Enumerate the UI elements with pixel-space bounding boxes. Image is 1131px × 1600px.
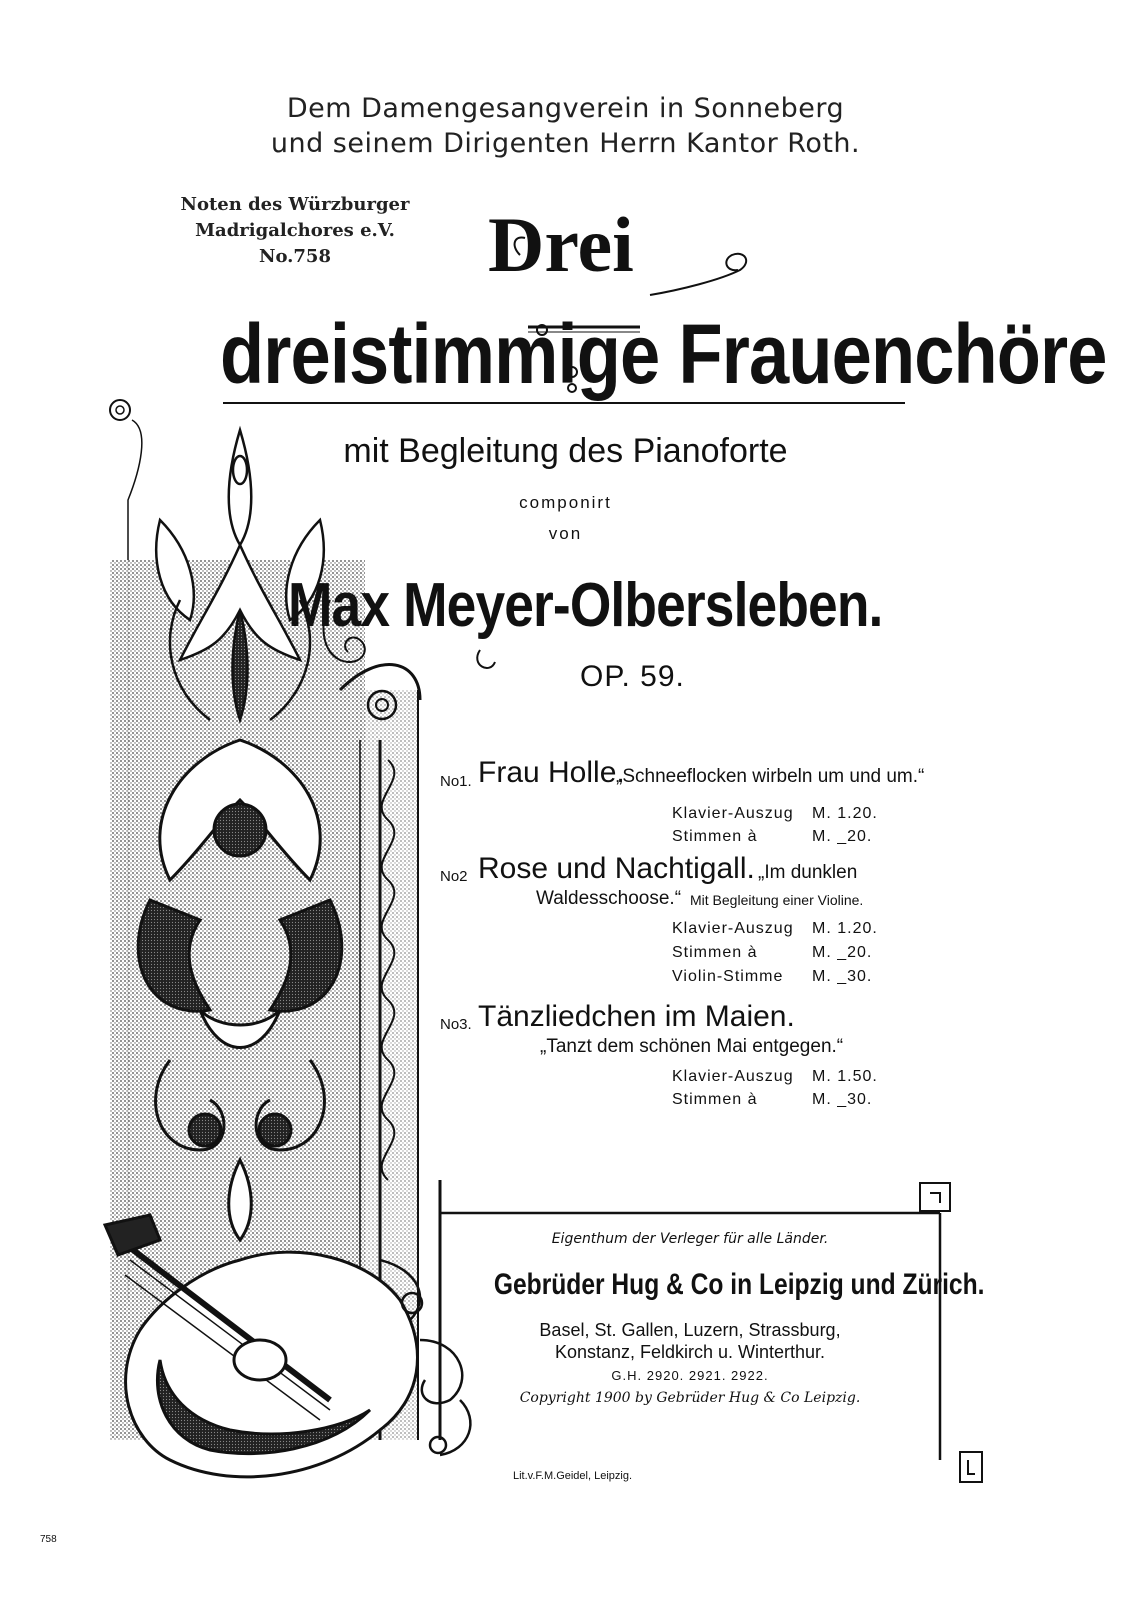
work-3-title: Tänzliedchen im Maien. [478, 1000, 795, 1033]
work-1-number: No1. [440, 773, 472, 790]
work-2-price-2-value: M. _20. [812, 944, 873, 961]
work-2-number: No2 [440, 868, 468, 885]
work-1-price-2-label: Stimmen à [672, 828, 758, 845]
work-1-price-1-value: M. 1.20. [812, 805, 878, 822]
page-number: 758 [40, 1534, 57, 1545]
work-3-price-2-value: M. _30. [812, 1091, 873, 1108]
work-1-title: Frau Holle. [478, 756, 625, 789]
work-3-number: No3. [440, 1016, 472, 1033]
stamp-line-1: Noten des Würzburger [180, 194, 410, 215]
dedication-line-2: und seinem Dirigenten Herrn Kantor Roth. [270, 128, 861, 159]
stamp-line-2: Madrigalchores e.V. [195, 220, 395, 241]
publisher-name [440, 1268, 985, 1302]
work-1-subtitle: „Schneeflocken wirbeln um und um.“ [616, 766, 925, 787]
componirt-label: componirt [519, 493, 612, 512]
work-2-subtitle-2: Waldesschoose.“ [536, 888, 682, 909]
work-2-price-3-label: Violin-Stimme [672, 968, 784, 985]
accompaniment-line: mit Begleitung des Pianoforte [343, 432, 788, 470]
work-2-note: Mit Begleitung einer Violine. [690, 892, 864, 908]
publisher-rights: Eigenthum der Verleger für alle Länder. [551, 1231, 829, 1247]
opus-number: OP. 59. [580, 660, 685, 693]
work-2-price-3-value: M. _30. [812, 968, 873, 985]
title-main-text: dreistimmige Frauenchöre [220, 307, 1107, 401]
copyright-line: Copyright 1900 by Gebrüder Hug & Co Leipzig. [519, 1390, 861, 1406]
work-3-price-2-label: Stimmen à [672, 1091, 758, 1108]
work-2-price-2-label: Stimmen à [672, 944, 758, 961]
work-3-price-1-label: Klavier-Auszug [672, 1068, 794, 1085]
dedication-line-1: Dem Damengesangverein in Sonneberg [286, 93, 845, 124]
work-2-subtitle: „Im dunklen [758, 862, 858, 883]
work-1-price-2-value: M. _20. [812, 828, 873, 845]
publisher-name-text: Gebrüder Hug & Co in Leipzig und Zürich. [493, 1268, 985, 1301]
work-3-subtitle: „Tanzt dem schönen Mai entgegen.“ [540, 1036, 844, 1057]
work-2-price-1-label: Klavier-Auszug [672, 920, 794, 937]
publisher-cities-1: Basel, St. Gallen, Luzern, Strassburg, [539, 1320, 841, 1340]
von-label: von [548, 524, 583, 543]
title-main [220, 306, 1131, 403]
plate-numbers: G.H. 2920. 2921. 2922. [611, 1368, 769, 1383]
composer-name [288, 570, 979, 641]
work-1-price-1-label: Klavier-Auszug [672, 805, 794, 822]
library-stamp [160, 192, 430, 270]
work-3-price-1-value: M. 1.50. [812, 1068, 878, 1085]
publisher-cities-2: Konstanz, Feldkirch u. Winterthur. [554, 1342, 826, 1362]
work-2-price-1-value: M. 1.20. [812, 920, 878, 937]
title-drei: Drei [488, 201, 634, 288]
lithographer-credit: Lit.v.F.M.Geidel, Leipzig. [513, 1470, 633, 1482]
composer-name-text: Max Meyer-Olbersleben. [288, 571, 883, 640]
work-2-title: Rose und Nachtigall. [478, 852, 755, 885]
stamp-line-3: No.758 [259, 246, 331, 267]
